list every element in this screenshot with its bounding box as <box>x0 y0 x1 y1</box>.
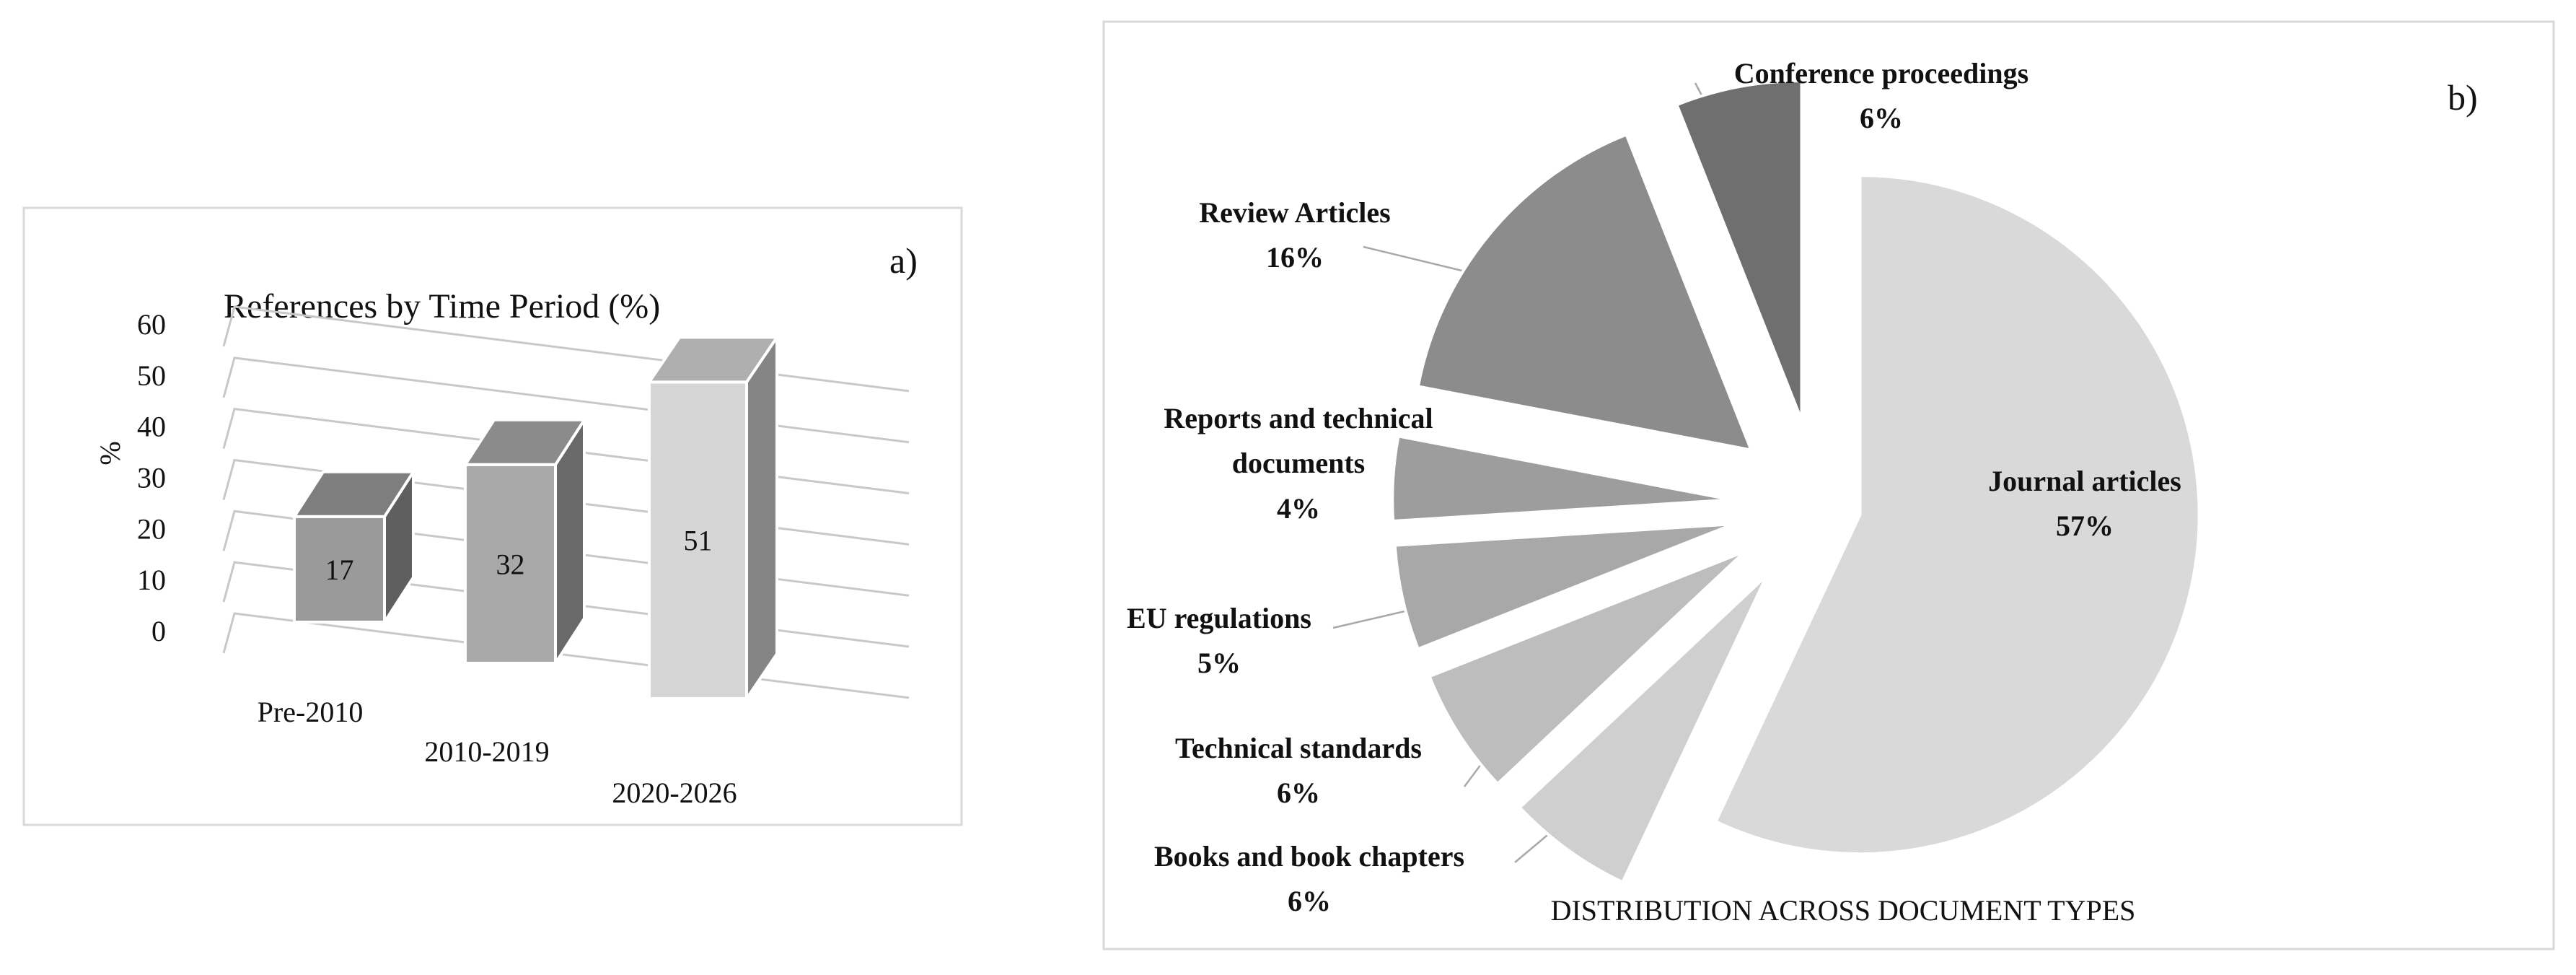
panel-b-tag: b) <box>2448 77 2478 118</box>
slice-value-label: 6% <box>1860 102 1903 134</box>
bar <box>294 472 413 622</box>
bar <box>465 420 584 663</box>
slice-value-label: 16% <box>1266 241 1324 274</box>
y-tick-label: 60 <box>137 308 166 341</box>
slice-category-label: Technical standards <box>1175 732 1422 764</box>
pie-chart-title: DISTRIBUTION ACROSS DOCUMENT TYPES <box>1550 894 2136 927</box>
slice-category-label: Books and book chapters <box>1153 840 1465 873</box>
slice-value-label: 57% <box>2056 510 2114 542</box>
pie-chart-panel <box>1104 22 2554 949</box>
bar-side-face <box>747 337 777 699</box>
bar <box>649 337 777 699</box>
panel-a-tag: a) <box>889 240 918 281</box>
bar-chart-title: References by Time Period (%) <box>224 287 661 325</box>
x-tick-label: 2020-2026 <box>612 777 737 809</box>
bar-chart-panel <box>24 208 962 825</box>
bar-value-label: 17 <box>325 553 354 586</box>
slice-category-label: EU regulations <box>1127 602 1311 634</box>
y-tick-label: 50 <box>137 359 166 392</box>
slice-value-label: 6% <box>1277 777 1320 809</box>
y-tick-label: 30 <box>137 461 166 494</box>
y-tick-label: 10 <box>137 564 166 597</box>
slice-category-label: Review Articles <box>1199 196 1391 229</box>
slice-category-label: Journal articles <box>1988 465 2181 497</box>
y-tick-label: 20 <box>137 512 166 546</box>
x-tick-label: 2010-2019 <box>424 735 550 768</box>
x-tick-label: Pre-2010 <box>257 696 364 728</box>
slice-category-label: Reports and technical documents <box>1164 402 1433 479</box>
slice-category-label: Conference proceedings <box>1733 57 2029 89</box>
y-tick-label: 0 <box>151 615 166 647</box>
bar-value-label: 51 <box>683 524 713 557</box>
slice-value-label: 4% <box>1277 492 1320 525</box>
slice-value-label: 6% <box>1288 885 1331 917</box>
slice-value-label: 5% <box>1197 647 1241 679</box>
bar-value-label: 32 <box>496 548 525 581</box>
y-axis-label: % <box>94 441 126 465</box>
y-tick-label: 40 <box>137 410 166 443</box>
